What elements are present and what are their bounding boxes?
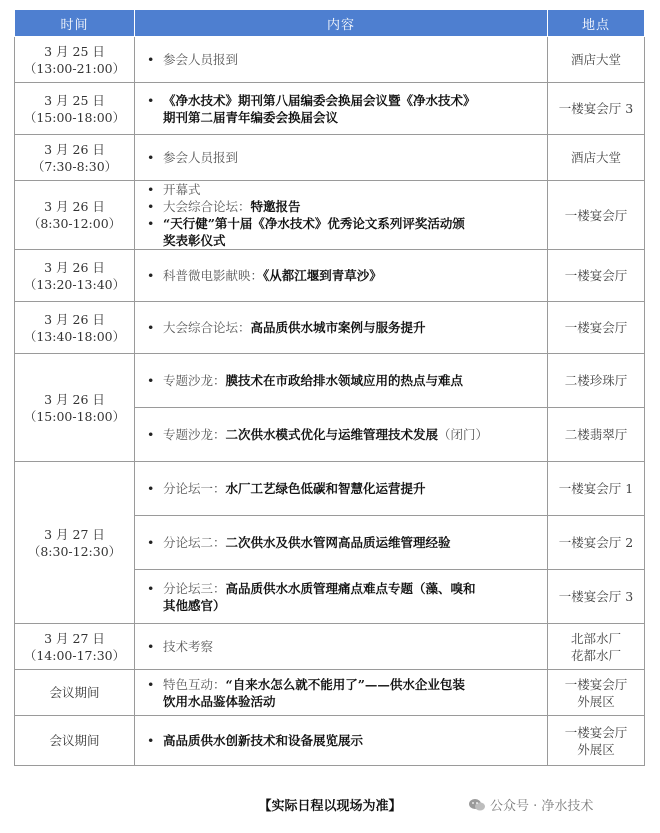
agenda-item	[147, 215, 539, 249]
agenda-item	[147, 638, 539, 655]
time-cell	[15, 135, 135, 181]
content-cell	[135, 570, 548, 624]
bullet-icon: •	[147, 373, 155, 388]
hours-text: （8:30-12:00）	[27, 216, 122, 231]
bullet-icon: •	[147, 216, 155, 231]
place-text: 一楼宴会厅 1	[558, 481, 634, 496]
date-text: 3 月 27 日	[44, 630, 105, 646]
item-part: 专题沙龙：	[163, 427, 226, 442]
item-line: 奖表彰仪式	[163, 233, 226, 248]
content-cell	[135, 37, 548, 83]
table-row	[15, 83, 645, 135]
place-cell	[548, 624, 645, 670]
agenda-item	[147, 580, 539, 614]
table-row	[15, 716, 645, 766]
bullet-icon: •	[147, 639, 155, 654]
header-content: 内容	[135, 10, 548, 37]
place-text: 二楼翡翠厅	[564, 427, 628, 442]
table-row	[15, 462, 645, 516]
content-cell	[135, 516, 548, 570]
item-line: “天行健”第十届《净水技术》优秀论文系列评奖活动颁	[163, 216, 465, 231]
hours-text: （7:30-8:30）	[31, 158, 118, 174]
place-cell	[548, 83, 645, 135]
table-row	[15, 624, 645, 670]
place-text: 花都水厂	[570, 647, 621, 663]
item-part: 特邀报告	[250, 199, 301, 214]
date-text: 3 月 26 日	[44, 199, 105, 214]
item-part: 高品质供水创新技术和设备展览展示	[163, 733, 364, 748]
place-text: 一楼宴会厅 3	[558, 589, 634, 604]
date-text: 3 月 25 日	[44, 92, 105, 108]
item-part: 高品质供水城市案例与服务提升	[250, 320, 426, 335]
hours-text: （13:20-13:40）	[23, 276, 126, 292]
hours-text: （13:40-18:00）	[23, 328, 126, 344]
content-cell	[135, 670, 548, 716]
agenda-item	[147, 426, 539, 443]
wechat-icon	[468, 798, 486, 812]
item-line	[163, 319, 539, 336]
time-cell	[15, 302, 135, 354]
content-cell	[135, 181, 548, 250]
time-cell	[15, 250, 135, 302]
place-cell	[548, 516, 645, 570]
place-text: 一楼宴会厅 3	[558, 101, 634, 116]
header-row	[15, 10, 645, 37]
hours-text: （8:30-12:30）	[27, 543, 122, 559]
place-text: 酒店大堂	[570, 150, 621, 165]
item-part: 参会人员报到	[163, 150, 239, 165]
watermark-text: 公众号 · 净水技术	[490, 799, 594, 814]
item-part: 分论坛二：	[163, 535, 226, 550]
time-cell	[15, 716, 135, 766]
bullet-icon: •	[147, 150, 155, 165]
table-row	[15, 302, 645, 354]
item-part: 《从都江堰到青草沙》	[263, 268, 382, 283]
time-cell	[15, 670, 135, 716]
agenda-item	[147, 198, 539, 215]
date-text: 3 月 26 日	[44, 311, 105, 327]
content-cell	[135, 83, 548, 135]
item-part: 参会人员报到	[163, 52, 239, 67]
item-line	[163, 267, 539, 284]
table-row	[15, 181, 645, 250]
watermark	[468, 795, 648, 815]
item-part: 二次供水及供水管网高品质运维管理经验	[225, 535, 451, 550]
place-text: 一楼宴会厅	[564, 320, 628, 335]
item-line	[163, 426, 539, 443]
item-part: 水厂工艺绿色低碳和智慧化运营提升	[225, 481, 426, 496]
place-cell	[548, 716, 645, 766]
date-text: 3 月 25 日	[44, 43, 105, 59]
item-line	[163, 676, 539, 693]
agenda-item	[147, 372, 539, 389]
item-part: 高品质供水水质管理痛点难点专题（藻、嗅和	[225, 580, 476, 596]
date-text: 3 月 26 日	[44, 259, 105, 275]
place-cell	[548, 408, 645, 462]
item-part: 特色互动：	[163, 676, 226, 692]
content-cell	[135, 250, 548, 302]
place-text: 酒店大堂	[570, 52, 621, 67]
time-cell	[15, 83, 135, 135]
item-part: 膜技术在市政给排水领域应用的热点与难点	[225, 373, 464, 388]
bullet-icon: •	[147, 676, 155, 692]
bullet-icon: •	[147, 182, 155, 197]
item-part: 大会综合论坛：	[163, 320, 251, 335]
item-part: 开幕式	[163, 182, 201, 197]
place-cell	[548, 570, 645, 624]
item-part: 分论坛一：	[163, 481, 226, 496]
bullet-icon: •	[147, 320, 155, 335]
item-line	[163, 580, 539, 597]
bullet-icon: •	[147, 481, 155, 496]
header-time: 时间	[15, 10, 135, 37]
agenda-item	[147, 181, 539, 198]
table-row	[15, 670, 645, 716]
agenda-item	[147, 732, 539, 749]
hours-text: （15:00-18:00）	[23, 408, 126, 424]
agenda-item	[147, 534, 539, 551]
item-part: 专题沙龙：	[163, 373, 226, 388]
agenda-item	[147, 92, 539, 126]
place-cell	[548, 354, 645, 408]
table-row	[15, 37, 645, 83]
place-text: 一楼宴会厅 2	[558, 535, 634, 550]
content-cell	[135, 302, 548, 354]
content-cell	[135, 408, 548, 462]
item-line: 其他感官）	[163, 597, 226, 613]
header-place: 地点	[548, 10, 645, 37]
content-cell	[135, 135, 548, 181]
table-row	[15, 250, 645, 302]
content-cell	[135, 354, 548, 408]
bullet-icon: •	[147, 580, 155, 596]
place-text: 一楼宴会厅	[564, 676, 628, 692]
place-text: 北部水厂	[570, 630, 621, 646]
date-text: 会议期间	[49, 685, 100, 700]
agenda-item	[147, 480, 539, 497]
place-text: 二楼珍珠厅	[564, 373, 628, 388]
item-part: 二次供水模式优化与运维管理技术发展	[225, 427, 439, 442]
agenda-item	[147, 267, 539, 284]
item-line	[163, 372, 539, 389]
bullet-icon: •	[147, 535, 155, 550]
item-part: 科普微电影献映：	[163, 268, 264, 283]
place-text: 外展区	[577, 693, 615, 709]
agenda-item	[147, 51, 539, 68]
bullet-icon: •	[147, 199, 155, 214]
content-cell	[135, 462, 548, 516]
bullet-icon: •	[147, 52, 155, 67]
item-part: 大会综合论坛：	[163, 199, 251, 214]
date-text: 会议期间	[49, 733, 100, 748]
date-text: 3 月 26 日	[44, 391, 105, 407]
hours-text: （13:00-21:00）	[23, 60, 126, 76]
bullet-icon: •	[147, 268, 155, 283]
time-cell	[15, 462, 135, 624]
place-cell	[548, 302, 645, 354]
item-part: （闭门）	[438, 427, 489, 442]
agenda-item	[147, 676, 539, 710]
agenda-item	[147, 319, 539, 336]
hours-text: （15:00-18:00）	[23, 109, 126, 125]
agenda-item	[147, 149, 539, 166]
time-cell	[15, 37, 135, 83]
hours-text: （14:00-17:30）	[23, 647, 126, 663]
place-text: 一楼宴会厅	[564, 724, 628, 740]
item-line	[163, 198, 539, 215]
place-text: 外展区	[577, 741, 615, 757]
content-cell	[135, 624, 548, 670]
item-part: “自来水怎么就不能用了”——供水企业包装	[225, 676, 465, 692]
place-cell	[548, 250, 645, 302]
place-cell	[548, 135, 645, 181]
item-line	[163, 51, 539, 68]
item-line	[163, 534, 539, 551]
table-row	[15, 354, 645, 408]
place-cell	[548, 462, 645, 516]
place-cell	[548, 181, 645, 250]
place-cell	[548, 670, 645, 716]
bullet-icon: •	[147, 92, 155, 108]
date-text: 3 月 26 日	[44, 141, 105, 157]
place-text: 一楼宴会厅	[564, 207, 628, 223]
table-row	[15, 135, 645, 181]
item-line	[163, 149, 539, 166]
item-line	[163, 480, 539, 497]
footer-note: 【实际日程以现场为准】	[258, 799, 402, 814]
item-line	[163, 181, 539, 198]
bullet-icon: •	[147, 733, 155, 748]
item-part: 分论坛三：	[163, 580, 226, 596]
content-cell	[135, 716, 548, 766]
bullet-icon: •	[147, 427, 155, 442]
item-line: 饮用水品鉴体验活动	[163, 693, 276, 709]
time-cell	[15, 624, 135, 670]
item-part: 技术考察	[163, 639, 214, 654]
item-line	[163, 638, 539, 655]
place-cell	[548, 37, 645, 83]
time-cell	[15, 181, 135, 250]
item-line: 期刊第二届青年编委会换届会议	[163, 109, 339, 125]
item-line: 《净水技术》期刊第八届编委会换届会议暨《净水技术》	[163, 92, 476, 108]
item-line	[163, 732, 539, 749]
time-cell	[15, 354, 135, 462]
date-text: 3 月 27 日	[44, 526, 105, 542]
schedule-table	[14, 9, 645, 766]
place-text: 一楼宴会厅	[564, 268, 628, 283]
